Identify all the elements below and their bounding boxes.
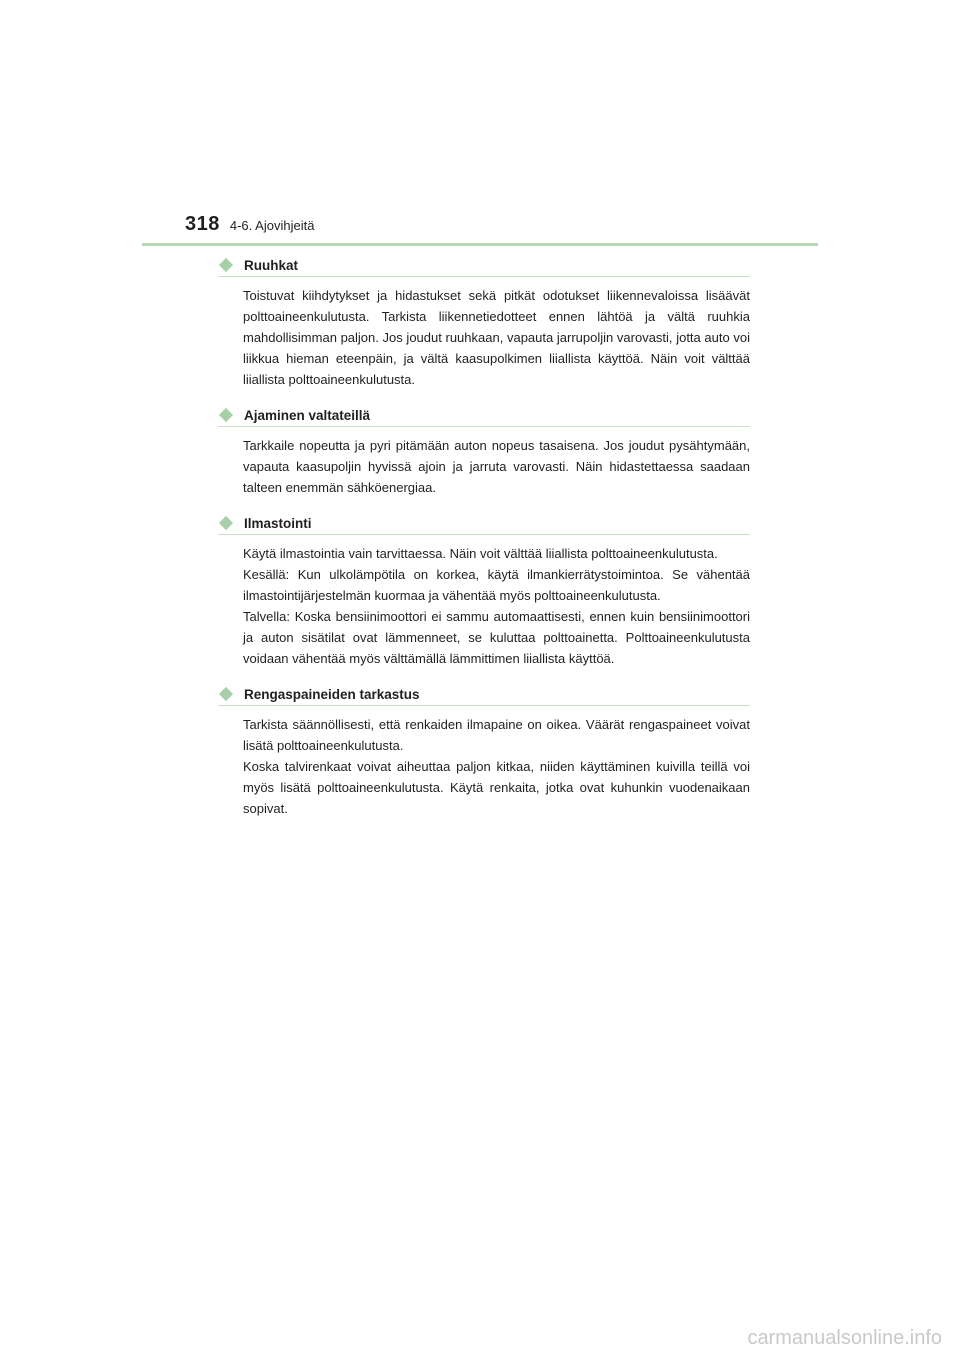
paragraph: Tarkkaile nopeutta ja pyri pitämään auton nopeus tasaisena. Jos joudut pysähtymään, vapauta kaasupoljin hyvissä ajoin ja jarruta varovasti. Näin hidastettaessa saadaan talteen enemmän sähköenergiaa. — [243, 438, 750, 495]
diamond-bullet-icon — [219, 516, 233, 530]
section-rengaspaineiden-tarkastus — [218, 683, 750, 819]
section-heading — [218, 512, 750, 535]
section-ajaminen-valtateilla — [218, 404, 750, 498]
diamond-bullet-icon — [219, 408, 233, 422]
section-heading-text: Ruuhkat — [244, 257, 298, 273]
header-divider — [142, 243, 818, 246]
section-heading-text: Ajaminen valtateillä — [244, 407, 371, 423]
diamond-bullet-icon — [219, 258, 233, 272]
paragraph: Kesällä: Kun ulkolämpötila on korkea, käytä ilmankierrätystoimintoa. Se vähentää ilmastointijärjestelmän kuormaa ja vähentää myös polttoaineenkulutusta. — [243, 567, 750, 603]
section-heading-text: Rengaspaineiden tarkastus — [244, 686, 420, 702]
paragraph: Koska talvirenkaat voivat aiheuttaa paljon kitkaa, niiden käyttäminen kuivilla teillä voi myös lisätä polttoaineenkulutusta. Käytä renkaita, jotka ovat kuhunkin vuodenaikaan sopivat. — [243, 759, 750, 816]
section-ilmastointi — [218, 512, 750, 669]
paragraph: Käytä ilmastointia vain tarvittaessa. Näin voit välttää liiallista polttoaineenkulutusta. — [243, 546, 718, 561]
paragraph: Talvella: Koska bensiinimoottori ei sammu automaattisesti, ennen kuin bensiinimoottori ja auton sisätilat ovat lämmenneet, se kuluttaa polttoainetta. Polttoaineenkulutusta voidaan vähentää myös välttämällä lämmittimen liiallista käyttöä. — [243, 609, 750, 666]
page-header — [185, 213, 314, 243]
section-ruuhkat — [218, 254, 750, 390]
paragraph: Tarkista säännöllisesti, että renkaiden ilmapaine on oikea. Väärät rengaspaineet voivat lisätä polttoaineenkulutusta. — [243, 717, 750, 753]
diamond-bullet-icon — [219, 687, 233, 701]
section-heading-text: Ilmastointi — [244, 515, 312, 531]
section-title: 4-6. Ajovihjeitä — [229, 218, 315, 233]
page-number: 318 — [185, 213, 220, 235]
section-heading — [218, 404, 750, 427]
section-heading — [218, 683, 750, 706]
page-content — [218, 254, 750, 833]
section-heading — [218, 254, 750, 277]
footer-watermark: carmanualsonline.info — [747, 1327, 942, 1349]
paragraph: Toistuvat kiihdytykset ja hidastukset sekä pitkät odotukset liikennevaloissa lisäävät polttoaineenkulutusta. Tarkista liikennetiedotteet ennen lähtöä ja vältä ruuhkia mahdollisimman paljon. Jos joudut ruuhkaan, vapauta jarrupoljin varovasti, jotta auto voi liikkua hieman eteenpäin, ja vältä kaasupolkimen liiallista käyttöä. Näin voit välttää liiallista polttoaineenkulutusta. — [243, 288, 750, 387]
